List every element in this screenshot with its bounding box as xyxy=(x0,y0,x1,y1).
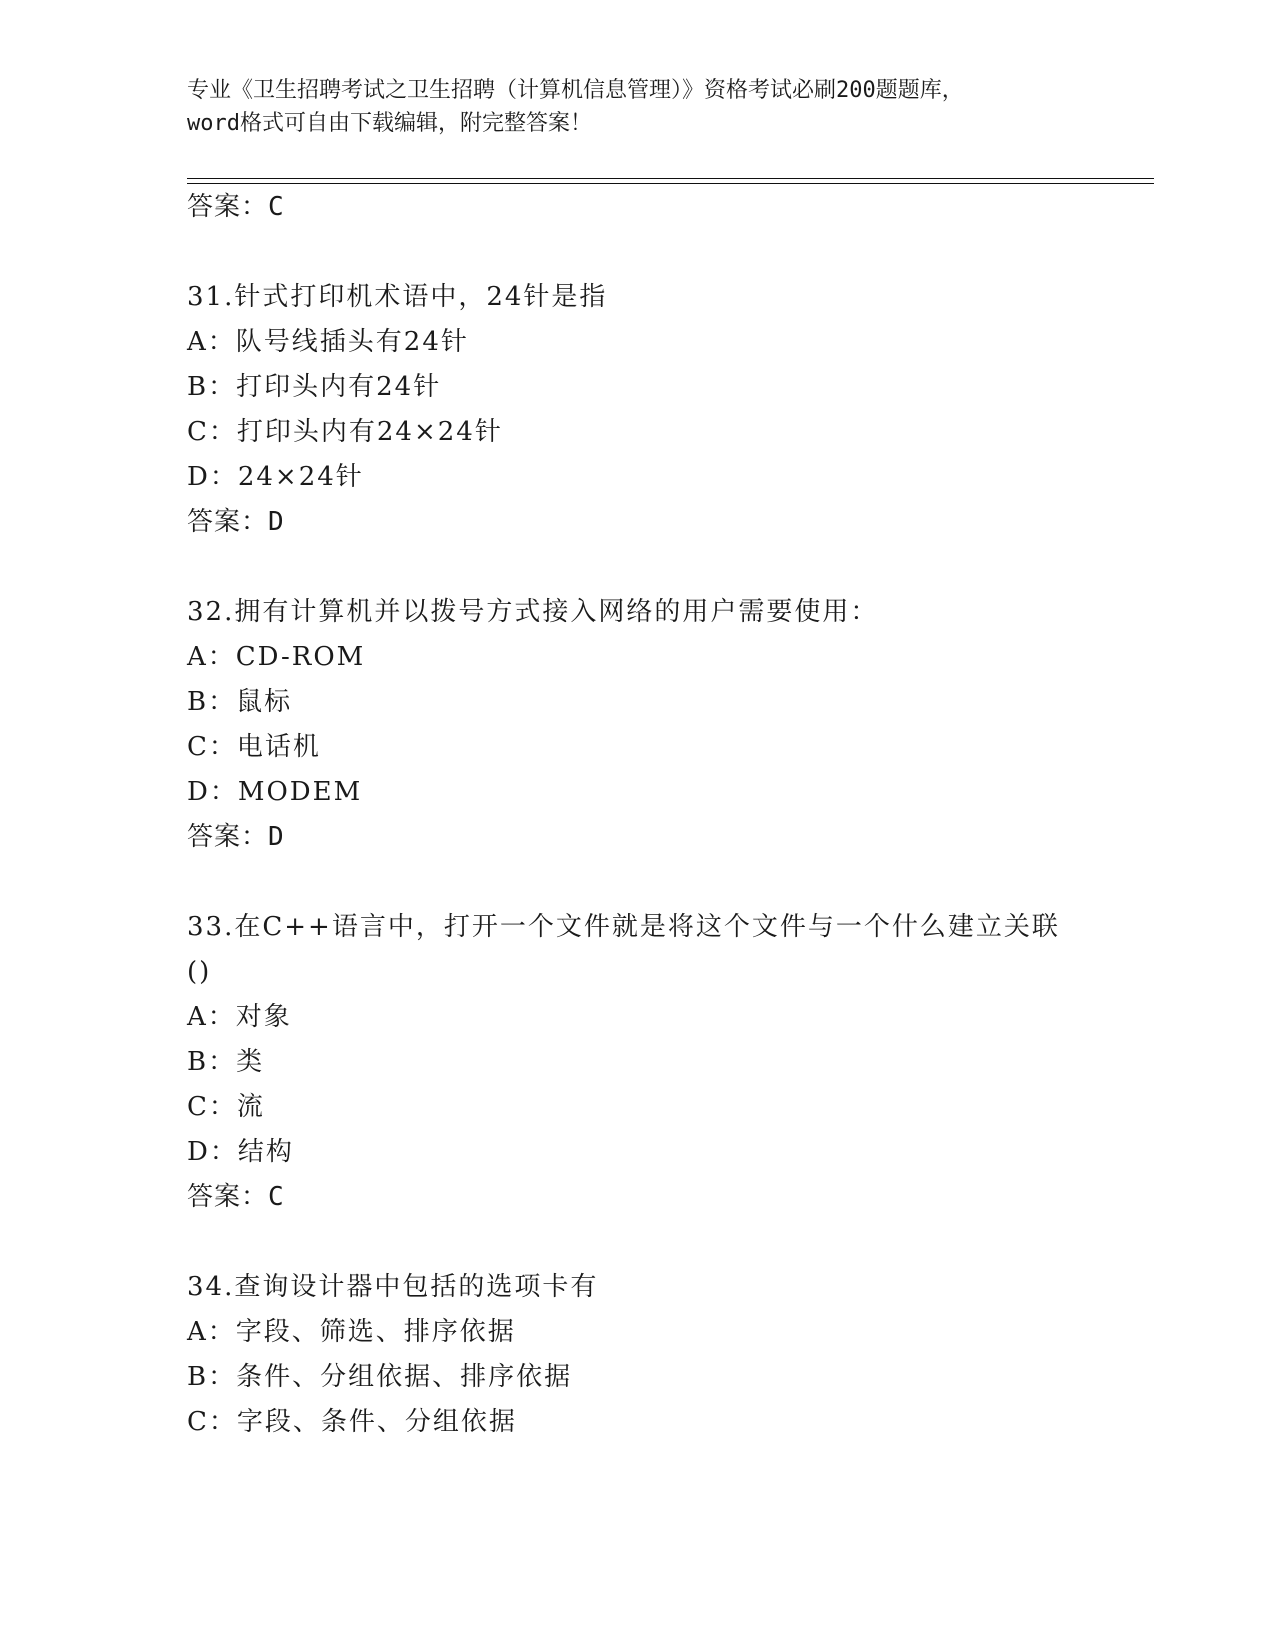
question-33-option-d: D：结构 xyxy=(187,1137,294,1167)
question-31-option-d: D：24×24针 xyxy=(187,462,364,492)
question-33-option-a: A：对象 xyxy=(187,1002,292,1032)
question-33-stem-line-2: () xyxy=(187,957,212,987)
question-31-answer: 答案：D xyxy=(187,507,285,537)
question-31-option-c: C：打印头内有24×24针 xyxy=(187,417,503,447)
header-divider-bottom xyxy=(187,183,1154,184)
question-33-answer: 答案：C xyxy=(187,1182,285,1212)
question-32-option-d: D：MODEM xyxy=(187,777,363,807)
question-34-option-c: C：字段、条件、分组依据 xyxy=(187,1407,517,1437)
question-34-stem: 34.查询设计器中包括的选项卡有 xyxy=(187,1272,599,1302)
question-33-option-c: C：流 xyxy=(187,1092,265,1122)
question-31-stem: 31.针式打印机术语中，24针是指 xyxy=(187,282,608,312)
question-34-option-a: A：字段、筛选、排序依据 xyxy=(187,1317,516,1347)
header-title-line-1: 专业《卫生招聘考试之卫生招聘（计算机信息管理）》资格考试必刷200题题库， xyxy=(187,78,964,103)
question-31-option-a: A：队号线插头有24针 xyxy=(187,327,469,357)
question-32-option-c: C：电话机 xyxy=(187,732,321,762)
question-31-option-b: B：打印头内有24针 xyxy=(187,372,442,402)
question-32-option-b: B：鼠标 xyxy=(187,687,293,717)
header-divider-top xyxy=(187,178,1154,179)
previous-answer: 答案：C xyxy=(187,192,285,222)
question-32-stem: 32.拥有计算机并以拨号方式接入网络的用户需要使用： xyxy=(187,597,879,627)
question-33-stem-line-1: 33.在C++语言中，打开一个文件就是将这个文件与一个什么建立关联 xyxy=(187,912,1060,942)
question-34-option-b: B：条件、分组依据、排序依据 xyxy=(187,1362,573,1392)
question-33-option-b: B：类 xyxy=(187,1047,265,1077)
document-header xyxy=(187,74,1087,140)
question-32-answer: 答案：D xyxy=(187,822,285,852)
question-32-option-a: A：CD-ROM xyxy=(187,642,366,672)
header-title-line-2: word格式可自由下载编辑，附完整答案！ xyxy=(187,111,592,136)
